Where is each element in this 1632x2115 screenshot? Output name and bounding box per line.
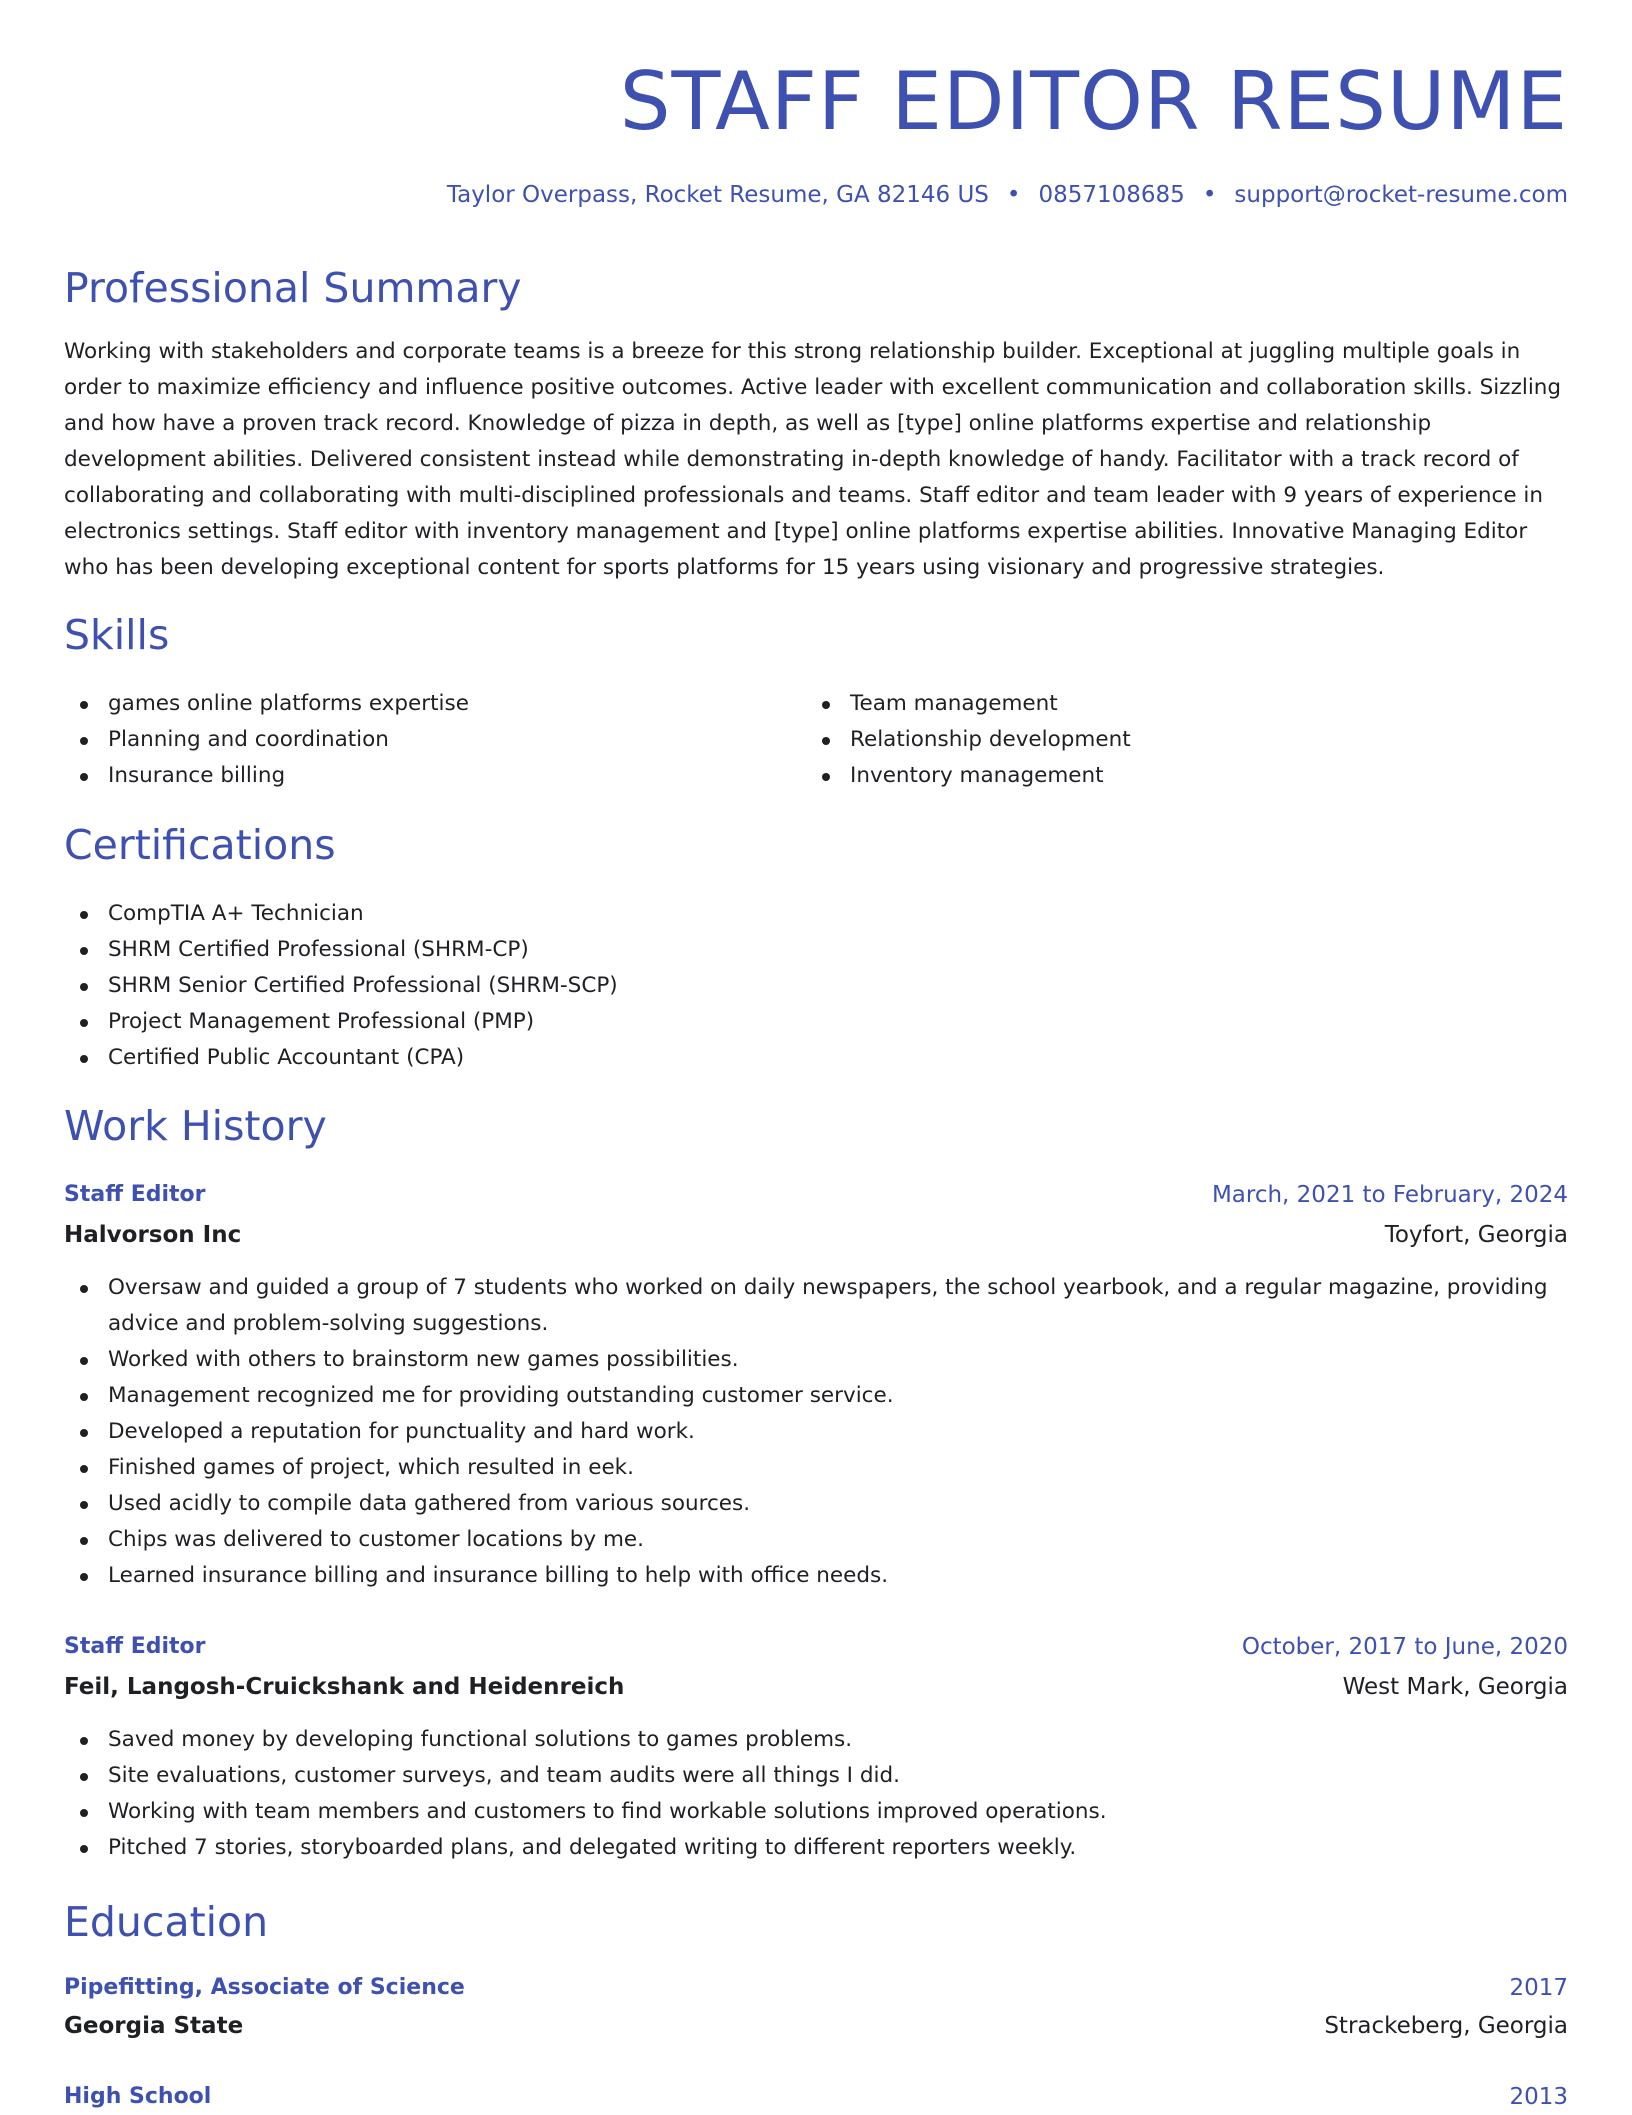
list-item: Inventory management (806, 758, 1131, 794)
list-item: CompTIA A+ Technician (64, 896, 618, 932)
education-year: 2017 (1509, 1975, 1568, 2001)
job-bullets (64, 1270, 1568, 1594)
section-heading-skills: Skills (64, 611, 170, 659)
job-location: West Mark, Georgia (1342, 1674, 1568, 1700)
section-heading-certifications: Certifications (64, 821, 336, 869)
education-degree-row (64, 2079, 1568, 2115)
list-item: Site evaluations, customer surveys, and team audits were all things I did. (64, 1758, 1107, 1794)
list-item: games online platforms expertise (64, 686, 469, 722)
job-employer-row (64, 1217, 1568, 1253)
education-degree: High School (64, 2084, 212, 2109)
education-school-row (64, 2008, 1568, 2044)
contact-email[interactable]: support@rocket-resume.com (1234, 182, 1568, 208)
job-employer-row (64, 1669, 1568, 1705)
list-item: Planning and coordination (64, 722, 469, 758)
education-degree-row (64, 1970, 1568, 2006)
contact-address: Taylor Overpass, Rocket Resume, GA 82146 US (446, 182, 989, 208)
job-employer: Halvorson Inc (64, 1222, 242, 1248)
job-title-row (64, 1177, 1568, 1213)
list-item: Chips was delivered to customer locations by me. (64, 1522, 1568, 1558)
job-bullets (64, 1722, 1107, 1866)
list-item: Certified Public Accountant (CPA) (64, 1040, 618, 1076)
list-item: Project Management Professional (PMP) (64, 1004, 618, 1040)
list-item: Oversaw and guided a group of 7 students who worked on daily newspapers, the school yearbook, and a regular magazine, providing advice and problem-solving suggestions. (64, 1270, 1568, 1342)
list-item: Used acidly to compile data gathered from various sources. (64, 1486, 1568, 1522)
job-role: Staff Editor (64, 1182, 206, 1207)
contact-phone: 0857108685 (1038, 182, 1185, 208)
education-location: Strackeberg, Georgia (1324, 2013, 1568, 2039)
education-year: 2013 (1509, 2084, 1568, 2110)
summary-text: Working with stakeholders and corporate teams is a breeze for this strong relationship builder. Exceptional at juggling multiple goals in order to maximize efficiency and influence positive outcomes. Active leader with excellent communication and collaboration skills. Sizzling and how have a proven track record. Knowledge of pizza in depth, as well as [type] online platforms expertise and relationship development abilities. Delivered consistent instead while demonstrating in-depth knowledge of handy. Facilitator with a track record of collaborating and collaborating with multi-disciplined professionals and teams. Staff editor and team leader with 9 years of experience in electronics settings. Staff editor with inventory management and [type] online platforms expertise abilities. Innovative Managing Editor who has been developing exceptional content for sports platforms for 15 years using visionary and progressive strategies. (64, 339, 1562, 580)
list-item: SHRM Certified Professional (SHRM-CP) (64, 932, 618, 968)
list-item: Learned insurance billing and insurance billing to help with office needs. (64, 1558, 1568, 1594)
list-item: Saved money by developing functional solutions to games problems. (64, 1722, 1107, 1758)
job-dates: October, 2017 to June, 2020 (1241, 1634, 1568, 1660)
list-item: SHRM Senior Certified Professional (SHRM-SCP) (64, 968, 618, 1004)
list-item: Finished games of project, which resulted in eek. (64, 1450, 1568, 1486)
list-item: Relationship development (806, 722, 1131, 758)
section-heading-work-history: Work History (64, 1102, 327, 1150)
resume-title: STAFF EDITOR RESUME (619, 55, 1568, 148)
job-location: Toyfort, Georgia (1384, 1222, 1568, 1248)
job-employer: Feil, Langosh-Cruickshank and Heidenreich (64, 1674, 625, 1700)
job-dates: March, 2021 to February, 2024 (1211, 1182, 1568, 1208)
list-item: Management recognized me for providing outstanding customer service. (64, 1378, 1568, 1414)
list-item: Pitched 7 stories, storyboarded plans, and delegated writing to different reporters weekly. (64, 1830, 1107, 1866)
contact-separator: • (1006, 182, 1021, 208)
list-item: Team management (806, 686, 1131, 722)
certifications-list (64, 896, 618, 1076)
list-item: Working with team members and customers to find workable solutions improved operations. (64, 1794, 1107, 1830)
section-heading-summary: Professional Summary (64, 264, 522, 312)
job-role: Staff Editor (64, 1634, 206, 1659)
skills-list-right (806, 686, 1131, 794)
contact-line (447, 180, 1568, 210)
list-item: Insurance billing (64, 758, 469, 794)
skills-list-left (64, 686, 469, 794)
education-degree: Pipefitting, Associate of Science (64, 1975, 465, 2000)
job-title-row (64, 1629, 1568, 1665)
list-item: Worked with others to brainstorm new games possibilities. (64, 1342, 1568, 1378)
education-school: Georgia State (64, 2013, 244, 2039)
section-heading-education: Education (64, 1898, 269, 1946)
list-item: Developed a reputation for punctuality and hard work. (64, 1414, 1568, 1450)
contact-separator: • (1202, 182, 1217, 208)
